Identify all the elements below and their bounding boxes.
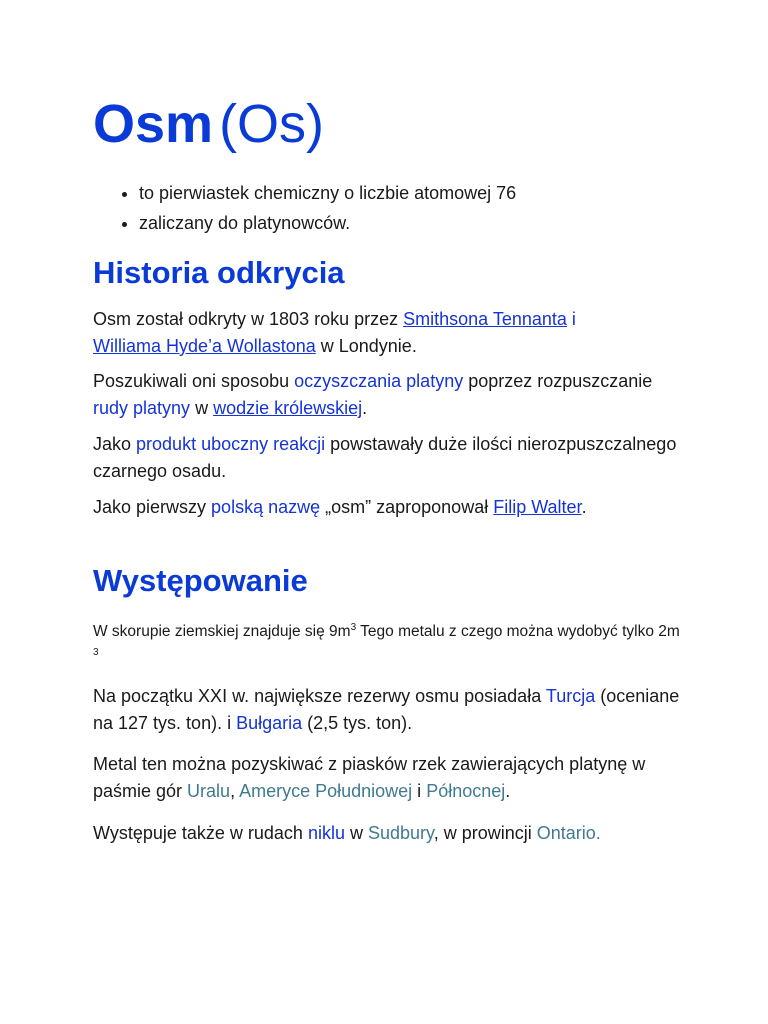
term-platinum-purification: oczyszczania platyny xyxy=(294,371,464,391)
superscript: 3 xyxy=(93,646,99,658)
text-span: (2,5 tys. ton). xyxy=(302,713,413,733)
text-span: , xyxy=(230,781,240,801)
page-title xyxy=(93,92,324,156)
history-paragraph-3 xyxy=(93,431,683,485)
occurrence-paragraph-2 xyxy=(93,683,683,737)
intro-list xyxy=(93,178,679,238)
superscript: 3 xyxy=(350,621,357,633)
text-span: w xyxy=(344,823,368,843)
term-ural: Uralu xyxy=(187,781,231,801)
text-span: . xyxy=(581,497,587,517)
text-span: Jako pierwszy xyxy=(93,497,212,517)
text-span: Jako xyxy=(93,434,137,454)
text-span: Osm został odkryty w 1803 roku przez xyxy=(93,309,404,329)
link-smithson-tennant[interactable]: Smithsona Tennanta xyxy=(403,309,567,329)
link-aqua-regia[interactable]: wodzie królewskiej xyxy=(213,398,363,418)
link-filip-walter[interactable]: Filip Walter xyxy=(493,497,582,517)
intro-list-item: • to pierwiastek chemiczny o liczbie atomowej 76 xyxy=(139,178,679,208)
occurrence-heading: Występowanie xyxy=(93,563,308,598)
term-ontario: Ontario. xyxy=(536,823,601,843)
intro-list-item: • zaliczany do platynowców. xyxy=(139,208,679,238)
text-span: Tego metalu z czego można wydobyć tylko 2m xyxy=(356,623,680,640)
term-platinum-ore: rudy platyny xyxy=(93,398,191,418)
text-span: Występuje także w rudach xyxy=(93,823,308,843)
text-span: . xyxy=(362,398,368,418)
term-nickel: niklu xyxy=(307,823,345,843)
history-paragraph-1 xyxy=(93,306,683,360)
text-span: . xyxy=(505,781,511,801)
term-turkey: Turcja xyxy=(545,686,596,706)
text-span: Na początku XXI w. największe rezerwy osmu posiadała xyxy=(93,686,546,706)
term-polish-name: polską nazwę xyxy=(211,497,321,517)
history-paragraph-4 xyxy=(93,494,683,521)
text-span: i xyxy=(566,309,576,329)
term-by-product: produkt uboczny reakcji xyxy=(136,434,326,454)
link-william-wollaston[interactable]: Williama Hyde’a Wollastona xyxy=(93,336,316,356)
term-bulgaria: Bułgaria xyxy=(236,713,303,733)
text-span: W skorupie ziemskiej znajduje się 9m xyxy=(93,623,351,640)
text-span: powstawały duże ilości nierozpuszczalnego czarnego osadu. xyxy=(93,434,677,481)
text-span: i xyxy=(412,781,427,801)
title-element-name: Osm xyxy=(93,94,214,154)
term-south-america: Ameryce Południowej xyxy=(239,781,413,801)
term-north-america: Północnej xyxy=(426,781,506,801)
text-span: Poszukiwali oni sposobu xyxy=(93,371,295,391)
occurrence-paragraph-1 xyxy=(93,619,683,669)
text-span: (oceniane na 127 tys. ton). i xyxy=(93,686,680,733)
occurrence-paragraph-4 xyxy=(93,820,683,847)
text-span: poprzez rozpuszczanie xyxy=(463,371,653,391)
occurrence-paragraph-3 xyxy=(93,751,683,805)
text-span: , w prowincji xyxy=(433,823,537,843)
history-paragraph-2 xyxy=(93,368,683,422)
text-span: „osm” zaproponował xyxy=(320,497,494,517)
text-span: w xyxy=(190,398,214,418)
text-span: Metal ten można pozyskiwać z piasków rzek zawierających platynę w paśmie gór xyxy=(93,754,646,801)
title-element-symbol: (Os) xyxy=(219,94,325,154)
text-span: w Londynie. xyxy=(315,336,417,356)
history-heading: Historia odkrycia xyxy=(93,255,345,290)
term-sudbury: Sudbury xyxy=(367,823,434,843)
